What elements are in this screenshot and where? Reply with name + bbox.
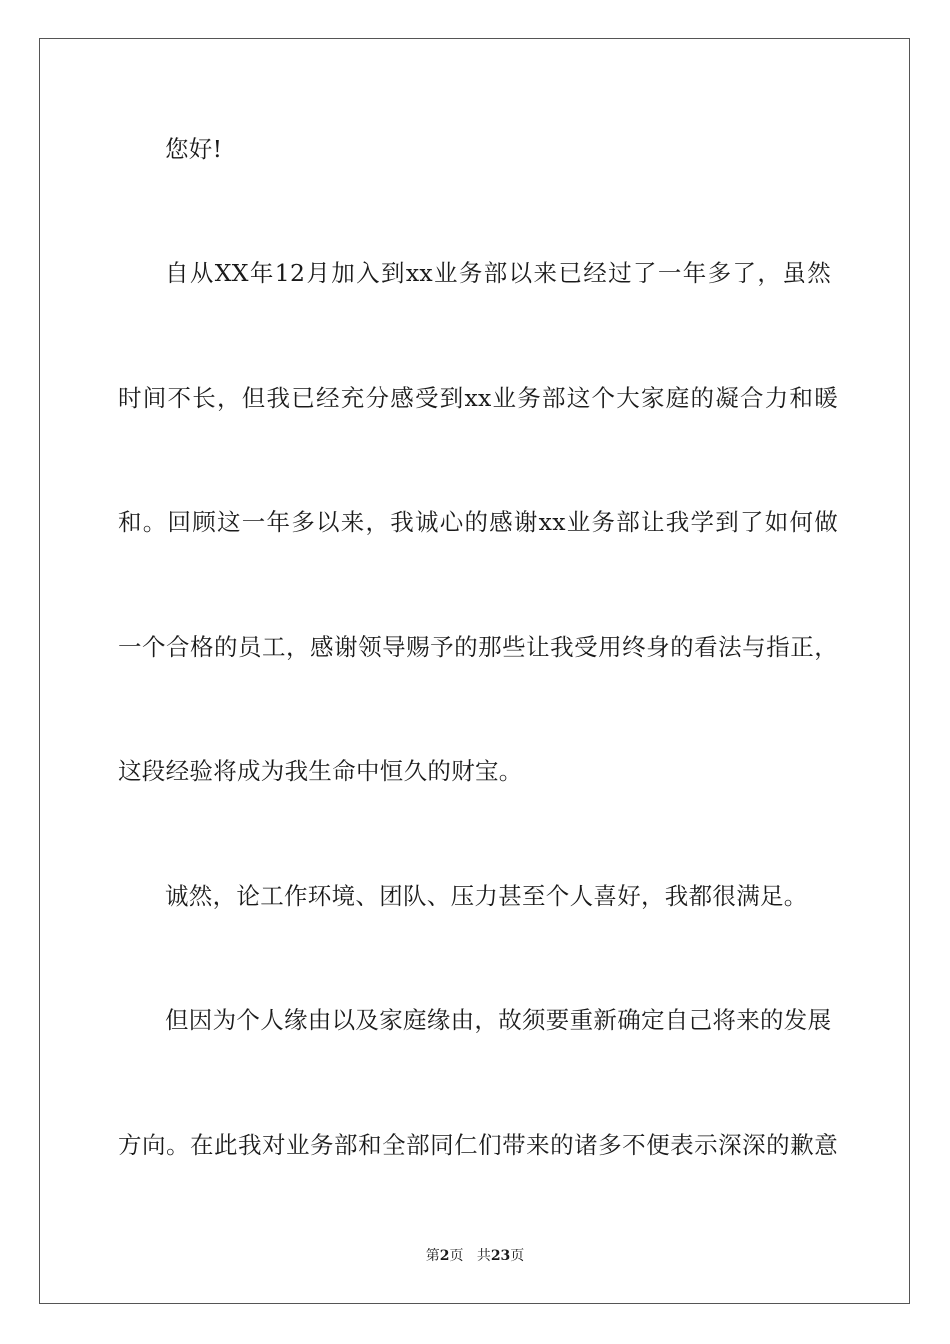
- total-pages: 23: [490, 1248, 511, 1264]
- paragraph-1-line-2: 时间不长，但我已经充分感受到xx业务部这个大家庭的凝合力和暖: [118, 384, 838, 412]
- page-border: [39, 38, 910, 1304]
- page-number: 2: [439, 1248, 450, 1264]
- paragraph-3-line-2: 方向。在此我对业务部和全部同仁们带来的诸多不便表示深深的歉意: [118, 1131, 838, 1159]
- paragraph-1-line-3: 和。回顾这一年多以来，我诚心的感谢xx业务部让我学到了如何做: [118, 508, 838, 536]
- paragraph-2-line-1: 诚然，论工作环境、团队、压力甚至个人喜好，我都很满足。: [165, 882, 808, 910]
- page-footer: [0, 1246, 950, 1266]
- page-prefix: 第: [425, 1248, 440, 1264]
- paragraph-1-line-5: 这段经验将成为我生命中恒久的财宝。: [118, 757, 523, 785]
- total-suffix: 页: [510, 1248, 525, 1264]
- paragraph-1-line-4: 一个合格的员工，感谢领导赐予的那些让我受用终身的看法与指正，: [118, 633, 838, 661]
- greeting-line: 您好!: [165, 135, 223, 163]
- paragraph-3-line-1: 但因为个人缘由以及家庭缘由，故须要重新确定自己将来的发展: [165, 1006, 832, 1034]
- total-prefix: 共: [476, 1248, 491, 1264]
- page-suffix: 页: [449, 1248, 464, 1264]
- paragraph-1-line-1: 自从XX年12月加入到xx业务部以来已经过了一年多了，虽然: [165, 259, 831, 287]
